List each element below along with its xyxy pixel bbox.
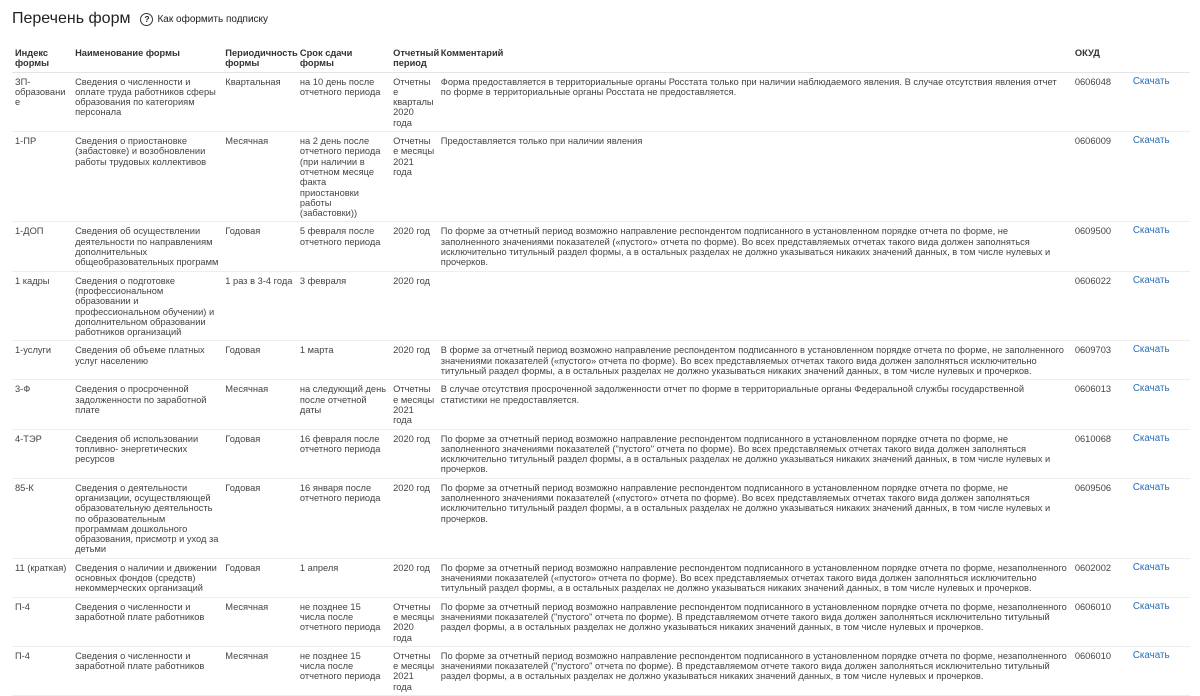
download-link[interactable]: Скачать xyxy=(1130,429,1190,478)
header-name: Наименование формы xyxy=(72,45,222,72)
cell-comment: В случае отсутствия просроченной задолженности отчет по форме в территориальные органы Федеральной службы государственной статистики не предоставляется. xyxy=(438,380,1072,429)
cell-period: Отчетные месяцы 2021 года xyxy=(390,132,438,222)
cell-index: П-4 xyxy=(12,646,72,695)
cell-name: Сведения о наличии и движении основных фондов (средств) некоммерческих организаций xyxy=(72,558,222,597)
page-title: Перечень форм xyxy=(12,10,131,27)
cell-name: Сведения о просроченной задолженности по заработной плате xyxy=(72,380,222,429)
cell-index: 1 кадры xyxy=(12,271,72,341)
table-header-row xyxy=(12,45,1190,72)
cell-comment: По форме за отчетный период возможно направление респондентом подписанного в установленном порядке отчета по форме, незаполненного значениями показателей ("пустого" отчета по форме). В представляемом отчете такого вида должен заполняться исключительно титульный раздел формы, а в остальных разделах не должно указываться никаких значений данных, в том числе нулевых и прочерков. xyxy=(438,646,1072,695)
table-row xyxy=(12,429,1190,478)
header-comment: Комментарий xyxy=(438,45,1072,72)
cell-name: Сведения об объеме платных услуг населению xyxy=(72,341,222,380)
table-row xyxy=(12,380,1190,429)
cell-periodicity: Годовая xyxy=(222,222,297,271)
cell-name: Сведения о численности и заработной плате работников xyxy=(72,646,222,695)
cell-periodicity: Годовая xyxy=(222,429,297,478)
cell-index: 11 (краткая) xyxy=(12,558,72,597)
cell-period: 2020 год xyxy=(390,271,438,341)
table-row xyxy=(12,478,1190,558)
cell-comment: В форме за отчетный период возможно направление респондентом подписанного в установленном порядке отчета по форме, не заполненного значениями показателей («пустого» отчета по форме). Во всех представляемых отчетах такого вида должен заполняться исключительно титульный раздел формы, а в остальных разделах не должно указываться никаких значений данных, в том числе нулевых и прочерков. xyxy=(438,341,1072,380)
download-link[interactable]: Скачать xyxy=(1130,597,1190,646)
cell-comment: По форме за отчетный период возможно направление респондентом подписанного в установленном порядке отчета по форме, незаполненного значениями показателей ("пустого" отчета по форме). В представляемом отчете такого вида должен заполняться исключительно титульный раздел формы, а в остальных разделах не должно указываться никаких значений данных, в том числе нулевых и прочерков. xyxy=(438,597,1072,646)
subscription-help-link[interactable] xyxy=(140,13,268,26)
download-link[interactable]: Скачать xyxy=(1130,271,1190,341)
cell-okud: 0609500 xyxy=(1072,222,1130,271)
cell-okud: 0606048 xyxy=(1072,72,1130,131)
download-link[interactable]: Скачать xyxy=(1130,646,1190,695)
cell-deadline: 16 января после отчетного периода xyxy=(297,478,390,558)
cell-index: 85-К xyxy=(12,478,72,558)
cell-periodicity: Годовая xyxy=(222,478,297,558)
table-row xyxy=(12,597,1190,646)
header-download xyxy=(1130,45,1190,72)
cell-comment: По форме за отчетный период возможно направление респондентом подписанного в установленном порядке отчета по форме, не заполненного значениями показателей («пустого» отчета по форме). Во всех представляемых отчетах такого вида должен заполняться исключительно титульный раздел формы, а в остальных разделах не должно указываться никаких значений данных, в том числе нулевых и прочерков. xyxy=(438,222,1072,271)
cell-index: 1-ДОП xyxy=(12,222,72,271)
cell-periodicity: Месячная xyxy=(222,380,297,429)
cell-index: П-4 xyxy=(12,597,72,646)
header-deadline: Срок сдачи формы xyxy=(297,45,390,72)
download-link[interactable]: Скачать xyxy=(1130,478,1190,558)
cell-okud: 0606022 xyxy=(1072,271,1130,341)
cell-deadline: на следующий день после отчетной даты xyxy=(297,380,390,429)
cell-name: Сведения об использовании топливно- энергетических ресурсов xyxy=(72,429,222,478)
header-okud: ОКУД xyxy=(1072,45,1130,72)
help-link-label: Как оформить подписку xyxy=(157,13,269,25)
cell-index: 1-ПР xyxy=(12,132,72,222)
download-link[interactable]: Скачать xyxy=(1130,222,1190,271)
cell-periodicity: Месячная xyxy=(222,646,297,695)
cell-deadline: 3 февраля xyxy=(297,271,390,341)
table-row xyxy=(12,132,1190,222)
cell-periodicity: Годовая xyxy=(222,341,297,380)
cell-index: ЗП-образование xyxy=(12,72,72,131)
cell-okud: 0609506 xyxy=(1072,478,1130,558)
cell-name: Сведения о численности и заработной плате работников xyxy=(72,597,222,646)
cell-comment: Форма предоставляется в территориальные органы Росстата только при наличии наблюдаемого явления. В случае отсутствия явления отчет по форме в территориальные органы Росстата не предоставляется. xyxy=(438,72,1072,131)
cell-okud: 0609703 xyxy=(1072,341,1130,380)
cell-periodicity: Месячная xyxy=(222,597,297,646)
cell-deadline: 5 февраля после отчетного периода xyxy=(297,222,390,271)
cell-period: 2020 год xyxy=(390,341,438,380)
cell-deadline: 1 апреля xyxy=(297,558,390,597)
cell-comment: По форме за отчетный период возможно направление респондентом подписанного в установленном порядке отчета по форме, не заполненного значениями показателей ("пустого" отчета по форме). Во всех представляемых отчетах такого вида должен заполняться исключительно титульный раздел формы, а в остальных разделах не должно указываться никаких значений данных, в том числе нулевых и прочерков. xyxy=(438,429,1072,478)
cell-period: Отчетные месяцы 2021 года xyxy=(390,380,438,429)
cell-period: 2020 год xyxy=(390,478,438,558)
table-row xyxy=(12,646,1190,695)
cell-okud: 0610068 xyxy=(1072,429,1130,478)
download-link[interactable]: Скачать xyxy=(1130,558,1190,597)
download-link[interactable]: Скачать xyxy=(1130,132,1190,222)
cell-periodicity: Квартальная xyxy=(222,72,297,131)
cell-comment xyxy=(438,271,1072,341)
download-link[interactable]: Скачать xyxy=(1130,72,1190,131)
download-link[interactable]: Скачать xyxy=(1130,380,1190,429)
cell-deadline: на 2 день после отчетного периода (при наличии в отчетном месяце факта приостановки работы (забастовки)) xyxy=(297,132,390,222)
cell-deadline: 16 февраля после отчетного периода xyxy=(297,429,390,478)
cell-name: Сведения о численности и оплате труда работников сферы образования по категориям персонала xyxy=(72,72,222,131)
cell-name: Сведения о деятельности организации, осуществляющей образовательную деятельность по образовательным программам дошкольного образования, присмотр и уход за детьми xyxy=(72,478,222,558)
cell-period: 2020 год xyxy=(390,558,438,597)
cell-name: Сведения о подготовке (профессиональном образовании и профессиональном обучении) и дополнительном образовании работников организаций xyxy=(72,271,222,341)
cell-period: 2020 год xyxy=(390,222,438,271)
cell-index: 3-Ф xyxy=(12,380,72,429)
cell-periodicity: Месячная xyxy=(222,132,297,222)
cell-okud: 0602002 xyxy=(1072,558,1130,597)
header-period: Отчетный период xyxy=(390,45,438,72)
cell-deadline: на 10 день после отчетного периода xyxy=(297,72,390,131)
question-circle-icon: ? xyxy=(140,13,153,26)
page-header xyxy=(12,10,268,28)
cell-deadline: не позднее 15 числа после отчетного периода xyxy=(297,597,390,646)
header-index: Индекс формы xyxy=(12,45,72,72)
cell-okud: 0606010 xyxy=(1072,646,1130,695)
cell-name: Сведения об осуществлении деятельности по направлениям дополнительных общеобразовательных программ xyxy=(72,222,222,271)
cell-period: Отчетные месяцы 2020 года xyxy=(390,597,438,646)
cell-periodicity: 1 раз в 3-4 года xyxy=(222,271,297,341)
cell-comment: По форме за отчетный период возможно направление респондентом подписанного в установленном порядке отчета по форме, не заполненного значениями показателей («пустого» отчета по форме). Во всех представляемых отчетах такого вида должен заполняться исключительно титульный раздел формы, а в остальных разделах не должно указываться никаких значений данных, в том числе нулевых и прочерков. xyxy=(438,478,1072,558)
table-row xyxy=(12,558,1190,597)
table-row xyxy=(12,72,1190,131)
cell-period: Отчетные месяцы 2021 года xyxy=(390,646,438,695)
table-row xyxy=(12,222,1190,271)
cell-periodicity: Годовая xyxy=(222,558,297,597)
cell-index: 1-услуги xyxy=(12,341,72,380)
header-periodicity: Периодичность формы xyxy=(222,45,297,72)
table-row xyxy=(12,341,1190,380)
download-link[interactable]: Скачать xyxy=(1130,341,1190,380)
cell-period: Отчетные кварталы 2020 года xyxy=(390,72,438,131)
cell-okud: 0606009 xyxy=(1072,132,1130,222)
cell-period: 2020 год xyxy=(390,429,438,478)
cell-index: 4-ТЭР xyxy=(12,429,72,478)
cell-name: Сведения о приостановке (забастовке) и возобновлении работы трудовых коллективов xyxy=(72,132,222,222)
table-row xyxy=(12,271,1190,341)
cell-okud: 0606010 xyxy=(1072,597,1130,646)
cell-okud: 0606013 xyxy=(1072,380,1130,429)
forms-table xyxy=(12,45,1190,696)
cell-comment: Предоставляется только при наличии явления xyxy=(438,132,1072,222)
cell-deadline: 1 марта xyxy=(297,341,390,380)
cell-comment: По форме за отчетный период возможно направление респондентом подписанного в установленном порядке отчета по форме, незаполненного значениями показателей («пустого» отчета по форме). Во всех представляемых отчетах такого вида должен заполняться исключительно титульный раздел формы, а в остальных разделах не должно указываться никаких значений данных, в том числе нулевых и прочерков. xyxy=(438,558,1072,597)
cell-deadline: не позднее 15 числа после отчетного периода xyxy=(297,646,390,695)
